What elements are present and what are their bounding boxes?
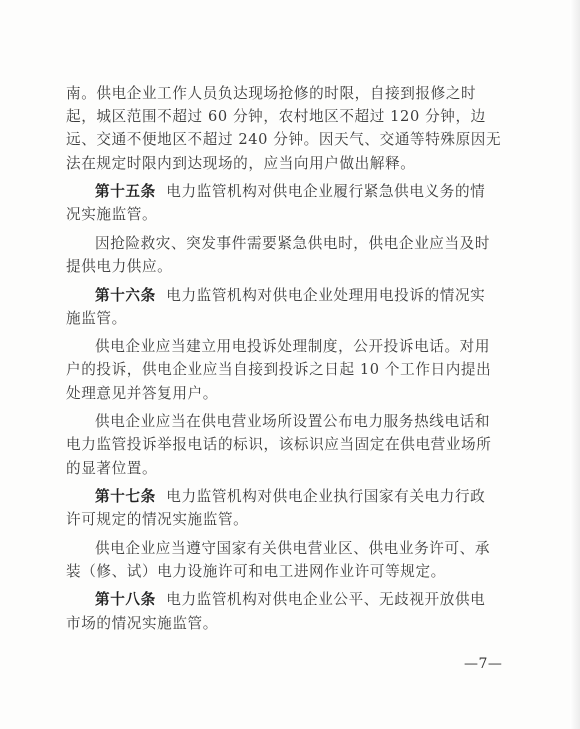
- article-paragraph: [66, 284, 526, 330]
- article-heading: 第十五条: [95, 183, 156, 201]
- text-line: 处理意见并答复用户。: [66, 384, 218, 402]
- text-line: 因抢险救灾、突发事件需要紧急供电时，供电企业应当及时: [95, 234, 491, 252]
- text-line: 提供电力供应。: [66, 258, 173, 276]
- body-text: [66, 82, 526, 640]
- article-paragraph: [66, 180, 526, 226]
- text-line: [66, 284, 526, 307]
- text-line: 供电企业应当在供电营业场所设置公布电力服务热线电话和: [95, 413, 491, 431]
- text-line: 户的投诉，供电企业应当自接到投诉之日起 10 个工作日内提出: [66, 361, 492, 379]
- page-number: —7—: [464, 656, 503, 672]
- text-line: 供电企业应当建立用电投诉处理制度，公开投诉电话。对用: [95, 338, 491, 356]
- text-line: 的显著位置。: [66, 459, 158, 477]
- text-line: 况实施监管。: [66, 206, 158, 224]
- article-heading: 第十六条: [95, 286, 156, 304]
- text-line: 起，城区范围不超过 60 分钟，农村地区不超过 120 分钟，边: [66, 108, 486, 126]
- text-line: 远、交通不便地区不超过 240 分钟。因天气、交通等特殊原因无: [66, 131, 502, 149]
- article-heading: 第十七条: [95, 488, 156, 506]
- text-line: 许可规定的情况实施监管。: [66, 511, 249, 529]
- article-heading: 第十八条: [95, 591, 156, 609]
- text-span: 电力监管机构对供电企业公平、无歧视开放供电: [166, 591, 486, 609]
- text-line: 法在规定时限内到达现场的，应当向用户做出解释。: [66, 154, 416, 172]
- page-edge-shadow: [570, 0, 580, 729]
- paragraph: [66, 537, 526, 583]
- paragraph: [66, 335, 526, 405]
- text-line: 施监管。: [66, 309, 127, 327]
- text-span: 电力监管机构对供电企业处理用电投诉的情况实: [166, 286, 486, 304]
- text-line: [66, 180, 526, 203]
- paragraph: [66, 232, 526, 278]
- text-line: [66, 485, 526, 508]
- text-line: 南。供电企业工作人员负达现场抢修的时限，自接到报修之时: [66, 85, 477, 102]
- article-paragraph: [66, 485, 526, 531]
- paragraph: [66, 82, 526, 175]
- text-line: [66, 588, 526, 611]
- text-span: 电力监管机构对供电企业履行紧急供电义务的情: [166, 183, 486, 201]
- text-line: 装（修、试）电力设施许可和电工进网作业许可等规定。: [66, 562, 446, 580]
- text-line: 供电企业应当遵守国家有关供电营业区、供电业务许可、承: [95, 539, 491, 557]
- text-span: 电力监管机构对供电企业执行国家有关电力行政: [166, 488, 486, 506]
- paragraph: [66, 410, 526, 480]
- article-paragraph: [66, 588, 526, 634]
- text-line: 电力监管投诉举报电话的标识，该标识应当固定在供电营业场所: [66, 436, 492, 454]
- text-line: 市场的情况实施监管。: [66, 614, 218, 632]
